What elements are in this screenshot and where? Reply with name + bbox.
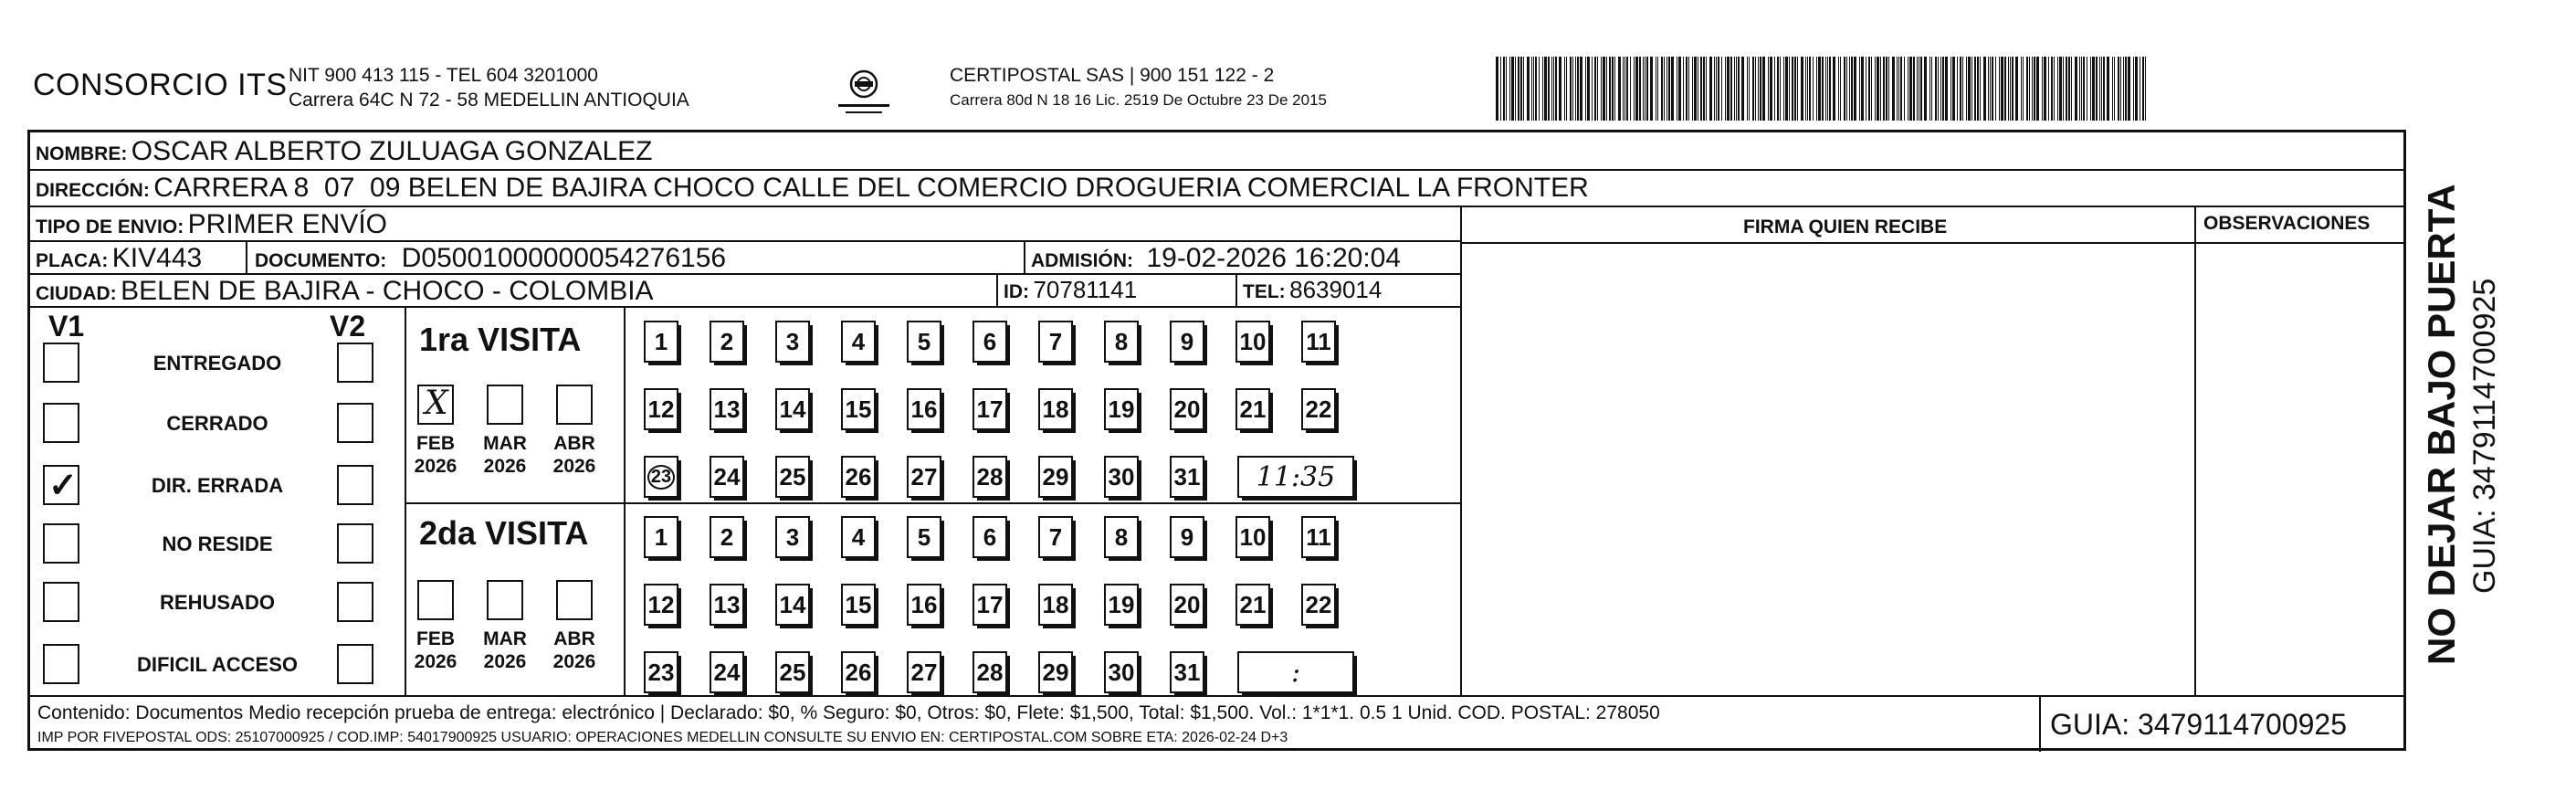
day-number: 24 [713,658,741,686]
month-label [406,628,465,673]
day-box[interactable] [644,321,678,363]
day-number: 27 [910,658,938,686]
day-box[interactable] [775,456,810,498]
day-number: 22 [1305,395,1332,423]
month-checkbox[interactable] [417,580,454,620]
month-checkbox[interactable] [417,385,454,425]
day-box[interactable] [907,584,941,626]
tipo-row [36,209,387,240]
day-box[interactable] [710,516,744,558]
day-number: 6 [983,522,997,551]
nombre-label: NOMBRE: [36,143,128,164]
day-box[interactable] [644,584,678,626]
day-box[interactable] [1104,388,1139,430]
day-box[interactable] [973,388,1007,430]
tel-field [1243,276,1382,304]
day-box[interactable] [1170,651,1204,693]
certipostal-logo [835,66,893,117]
month-label [406,432,465,478]
day-number: 10 [1239,522,1267,551]
day-number: 3 [785,327,800,355]
month-year: 2026 [414,651,457,672]
v2-header: V2 [330,310,366,343]
day-box[interactable] [775,516,810,558]
day-number: 28 [976,658,1004,686]
day-number: 15 [845,395,872,423]
day-box[interactable] [907,456,941,498]
day-number: 23 [647,658,675,686]
day-number: 1 [654,327,668,355]
day-number: 23 [647,465,675,490]
documento-label: DOCUMENTO: [255,250,387,271]
month-year: 2026 [483,651,527,672]
nombre-row [36,136,653,167]
day-number: 21 [1239,590,1267,618]
x-mark-icon: X [425,385,448,422]
day-box[interactable] [1301,321,1336,363]
day-box[interactable] [907,651,941,693]
day-box[interactable] [841,651,876,693]
ciudad-field [36,276,654,307]
day-box[interactable] [1038,516,1073,558]
day-number: 2 [720,522,734,551]
month-checkbox[interactable] [487,385,523,425]
day-number: 20 [1173,395,1201,423]
day-box[interactable] [775,651,810,693]
day-number: 28 [976,462,1004,490]
day-box[interactable] [1235,321,1270,363]
day-box[interactable] [1235,584,1270,626]
day-number: 30 [1108,658,1135,686]
day-number: 26 [845,462,872,490]
day-number: 22 [1305,590,1332,618]
day-box[interactable] [907,516,941,558]
month-name: FEB [416,433,455,454]
day-number: 20 [1173,590,1201,618]
month-year: 2026 [552,651,596,672]
v1-checkbox[interactable] [43,465,79,505]
day-number: 29 [1042,658,1069,686]
day-box[interactable] [1235,388,1270,430]
admision-value: 19-02-2026 16:20:04 [1146,243,1402,273]
day-box[interactable] [1038,584,1073,626]
day-number: 31 [1173,658,1201,686]
day-number: 13 [713,395,741,423]
company-name: CONSORCIO ITS [33,68,288,102]
nombre-value: OSCAR ALBERTO ZULUAGA GONZALEZ [131,136,653,166]
company-address: Carrera 64C N 72 - 58 MEDELLIN ANTIOQUIA [289,90,689,111]
v1-checkbox[interactable] [43,644,79,684]
month-name: MAR [483,433,527,454]
tel-label: TEL: [1243,281,1286,302]
guide-frame [27,130,2406,751]
tel-value: 8639014 [1289,276,1383,303]
day-number: 9 [1180,327,1194,355]
month-label [476,628,534,673]
day-box[interactable] [1170,516,1204,558]
day-number: 10 [1239,327,1267,355]
admision-label: ADMISIÓN: [1031,250,1133,271]
month-name: FEB [416,628,455,649]
day-box[interactable] [644,388,678,430]
day-number: 19 [1108,395,1135,423]
day-box[interactable] [1170,456,1204,498]
day-box[interactable] [644,651,678,693]
month-label [545,432,604,478]
documento-field [255,243,726,274]
side-guia: GUIA: 3479114700925 [2467,278,2502,594]
month-label [476,432,534,478]
month-name: ABR [553,433,595,454]
v1-header: V1 [48,310,85,343]
day-box[interactable] [841,388,876,430]
day-box[interactable] [644,516,678,558]
day-number: 12 [647,590,675,618]
day-number: 17 [976,590,1004,618]
day-box[interactable] [1170,584,1204,626]
day-box[interactable] [775,321,810,363]
side-warning: NO DEJAR BAJO PUERTA [2420,184,2463,665]
direccion-label: DIRECCIÓN: [36,180,150,201]
status-label: DIFICIL ACCESO [136,653,298,676]
day-number: 29 [1042,462,1069,490]
day-number: 30 [1108,462,1135,490]
month-checkbox[interactable] [487,580,523,620]
month-name: MAR [483,628,527,649]
month-year: 2026 [483,456,527,477]
day-number: 8 [1114,522,1129,551]
footer-guia: GUIA: 3479114700925 [2050,708,2347,741]
v1-checkbox[interactable] [43,403,79,443]
admision-field [1031,243,1401,274]
v2-checkbox[interactable] [337,343,373,383]
day-box[interactable] [1301,584,1336,626]
day-box[interactable] [1301,516,1336,558]
barcode [1496,57,2153,121]
day-box[interactable] [710,584,744,626]
month-year: 2026 [552,456,596,477]
time-value: 11:35 [1256,460,1336,493]
day-number: 24 [713,462,741,490]
day-box[interactable] [1104,321,1139,363]
observaciones-header: OBSERVACIONES [2203,213,2371,234]
id-field [1004,276,1137,304]
day-number: 26 [845,658,872,686]
status-label: CERRADO [166,412,268,435]
day-box[interactable] [710,651,744,693]
v1-checkbox[interactable] [43,582,79,622]
documento-value: D05001000000054276156 [401,243,727,273]
day-number: 7 [1048,522,1063,551]
day-number: 17 [976,395,1004,423]
day-box[interactable] [1301,388,1336,430]
day-number: 18 [1042,590,1069,618]
v2-checkbox[interactable] [337,523,373,564]
month-checkbox[interactable] [556,580,593,620]
day-box[interactable] [1170,388,1204,430]
day-box[interactable] [841,321,876,363]
day-number: 16 [910,590,938,618]
day-box[interactable] [1104,456,1139,498]
day-box[interactable] [1038,388,1073,430]
company-nit: NIT 900 413 115 - TEL 604 3201000 [289,65,598,86]
day-number: 12 [647,395,675,423]
id-value: 70781141 [1033,276,1138,303]
direccion-value: CARRERA 8 07 09 BELEN DE BAJIRA CHOCO CALLE DEL COMERCIO DROGUERIA COMERCIAL LA FRONTER [153,173,1589,203]
day-box[interactable] [1170,321,1204,363]
v1-checkbox[interactable] [43,523,79,564]
day-box[interactable] [1235,516,1270,558]
day-box[interactable] [775,584,810,626]
day-number: 19 [1108,590,1135,618]
day-number: 11 [1306,327,1331,355]
day-box[interactable] [973,516,1007,558]
v2-checkbox[interactable] [337,644,373,684]
day-box[interactable] [710,456,744,498]
day-number: 3 [785,522,800,551]
month-label [545,628,604,673]
month-checkbox[interactable] [556,385,593,425]
day-box[interactable] [841,584,876,626]
day-number: 16 [910,395,938,423]
day-number: 5 [917,522,931,551]
day-box[interactable] [644,456,678,498]
day-box[interactable] [907,388,941,430]
day-box[interactable] [973,651,1007,693]
id-label: ID: [1004,281,1029,302]
footer-contenido: Contenido: Documentos Medio recepción prueba de entrega: electrónico | Declarado: $0, % Seguro: $0, Otros: $0, Flete: $1,500, Total: $1,500. Vol.: 1*1*1. 0.5 1 Unid. COD. POSTAL: 278050 [37,702,1660,723]
carrier-name: CERTIPOSTAL SAS | 900 151 122 - 2 [950,65,1275,86]
month-name: ABR [553,628,595,649]
day-number: 13 [713,590,741,618]
day-number: 9 [1180,522,1194,551]
tipo-value: PRIMER ENVÍO [187,209,388,239]
day-number: 4 [851,327,866,355]
v1-checkbox[interactable] [43,343,79,383]
day-box[interactable] [1104,584,1139,626]
day-number: 15 [845,590,872,618]
day-number: 11 [1306,522,1331,551]
day-number: 2 [720,327,734,355]
v2-checkbox[interactable] [337,403,373,443]
tipo-label: TIPO DE ENVIO: [36,216,184,237]
v2-checkbox[interactable] [337,465,373,505]
checkmark-icon: ✓ [48,467,78,505]
day-number: 5 [917,327,931,355]
day-box[interactable] [710,321,744,363]
placa-field [36,243,202,274]
day-number: 14 [779,395,806,423]
v2-checkbox[interactable] [337,582,373,622]
day-box[interactable] [1104,651,1139,693]
placa-label: PLACA: [36,250,109,271]
time-box[interactable] [1237,651,1354,693]
day-box[interactable] [973,584,1007,626]
second-visit-title: 2da VISITA [419,514,589,552]
day-box[interactable] [973,321,1007,363]
ciudad-label: CIUDAD: [36,283,117,304]
day-number: 18 [1042,395,1069,423]
month-year: 2026 [414,456,457,477]
day-box[interactable] [775,388,810,430]
status-label: ENTREGADO [152,352,282,374]
firma-header: FIRMA QUIEN RECIBE [1743,216,1948,237]
day-number: 8 [1114,327,1129,355]
carrier-license: Carrera 80d N 18 16 Lic. 2519 De Octubre 23 De 2015 [950,91,1327,109]
day-box[interactable] [1038,456,1073,498]
day-number: 25 [779,658,806,686]
status-label: DIR. ERRADA [151,474,284,497]
day-number: 4 [851,522,866,551]
day-number: 27 [910,462,938,490]
day-number: 7 [1048,327,1063,355]
day-number: 21 [1239,395,1267,423]
day-box[interactable] [907,321,941,363]
day-box[interactable] [710,388,744,430]
time-box[interactable] [1237,456,1354,498]
direccion-row [36,173,1589,204]
ciudad-value: BELEN DE BAJIRA - CHOCO - COLOMBIA [121,276,654,306]
day-number: 14 [779,590,806,618]
day-box[interactable] [1104,516,1139,558]
day-box[interactable] [973,456,1007,498]
status-label: NO RESIDE [162,533,273,555]
footer-imp: IMP POR FIVEPOSTAL ODS: 25107000925 / COD.IMP: 54017900925 USUARIO: OPERACIONES MEDELLIN CONSULTE SU ENVIO EN: CERTIPOSTAL.COM SOBRE ETA: 2026-02-24 D+3 [37,730,1288,745]
time-value: : [1290,656,1301,689]
day-box[interactable] [841,456,876,498]
day-box[interactable] [1038,651,1073,693]
day-box[interactable] [841,516,876,558]
day-number: 1 [654,522,668,551]
day-number: 6 [983,327,997,355]
day-box[interactable] [1038,321,1073,363]
first-visit-title: 1ra VISITA [419,321,582,358]
status-label: REHUSADO [160,591,275,614]
day-number: 31 [1173,462,1201,490]
day-number: 25 [779,462,806,490]
placa-value: KIV443 [111,243,203,273]
